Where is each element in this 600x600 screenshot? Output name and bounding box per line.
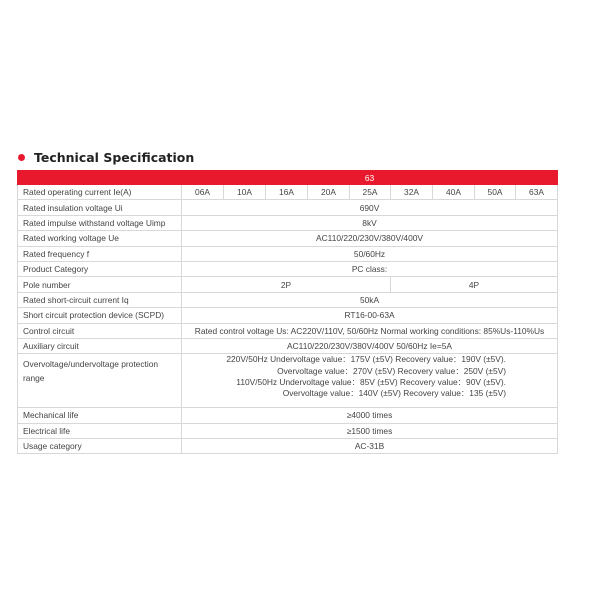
row-label: Rated frequency f xyxy=(18,246,182,261)
current-value: 10A xyxy=(224,185,266,200)
row-label: Product Category xyxy=(18,261,182,276)
table-row xyxy=(18,246,558,261)
row-label: Mechanical life xyxy=(18,408,182,423)
table-row xyxy=(18,423,558,438)
current-value: 50A xyxy=(475,185,516,200)
table-row xyxy=(18,277,558,292)
table-row xyxy=(18,354,558,408)
table-row xyxy=(18,439,558,454)
row-label: Pole number xyxy=(18,277,182,292)
header-value: 63 xyxy=(182,171,558,185)
spec-table xyxy=(17,170,558,454)
section-heading xyxy=(18,150,194,165)
overvoltage-line: Overvoltage value：270V (±5V) Recovery value：250V (±5V) xyxy=(277,365,507,376)
current-value: 25A xyxy=(350,185,391,200)
row-label: Rated working voltage Ue xyxy=(18,231,182,246)
table-row xyxy=(18,200,558,215)
overvoltage-line: 110V/50Hz Undervoltage value：85V (±5V) Recovery value：90V (±5V). xyxy=(236,376,507,387)
current-value: 63A xyxy=(516,185,558,200)
row-label: Rated insulation voltage Ui xyxy=(18,200,182,215)
row-label: Short circuit protection device (SCPD) xyxy=(18,308,182,323)
row-value: 690V xyxy=(182,200,558,215)
table-row xyxy=(18,261,558,276)
section-title: Technical Specification xyxy=(34,150,195,165)
table-row xyxy=(18,185,558,200)
pole-value: 4P xyxy=(391,277,558,292)
row-value: AC110/220/230V/380V/400V xyxy=(182,231,558,246)
row-label: Electrical life xyxy=(18,423,182,438)
row-value: ≥1500 times xyxy=(182,423,558,438)
row-value: RT16-00-63A xyxy=(182,308,558,323)
table-header-row xyxy=(18,171,558,185)
current-value: 40A xyxy=(433,185,475,200)
row-label: Rated operating current Ie(A) xyxy=(18,185,182,200)
overvoltage-values xyxy=(182,354,558,408)
current-value: 06A xyxy=(182,185,224,200)
table-row xyxy=(18,231,558,246)
table-row xyxy=(18,338,558,353)
red-bullet-icon xyxy=(18,154,25,161)
overvoltage-line: Overvoltage value：140V (±5V) Recovery value：135 (±5V) xyxy=(282,387,507,398)
row-value: AC110/220/230V/380V/400V 50/60Hz Ie=5A xyxy=(182,338,558,353)
row-value: ≥4000 times xyxy=(182,408,558,423)
pole-value: 2P xyxy=(182,277,391,292)
row-label: Control circuit xyxy=(18,323,182,338)
current-value: 16A xyxy=(266,185,308,200)
row-value: 50kA xyxy=(182,292,558,307)
table-row xyxy=(18,308,558,323)
row-value: Rated control voltage Us: AC220V/110V, 50/60Hz Normal working conditions: 85%Us-110%Us xyxy=(182,323,558,338)
table-row xyxy=(18,292,558,307)
row-label: Usage category xyxy=(18,439,182,454)
table-row xyxy=(18,408,558,423)
row-value: 8kV xyxy=(182,215,558,230)
row-label: Auxiliary circuit xyxy=(18,338,182,353)
current-value: 20A xyxy=(308,185,350,200)
table-row xyxy=(18,215,558,230)
row-label: Overvoltage/undervoltage protection range xyxy=(18,354,182,408)
row-value: PC class: xyxy=(182,261,558,276)
row-label: Rated short-circuit current Iq xyxy=(18,292,182,307)
table-row xyxy=(18,323,558,338)
row-label: Rated impulse withstand voltage Uimp xyxy=(18,215,182,230)
header-blank-cell xyxy=(18,171,182,185)
overvoltage-line: 220V/50Hz Undervoltage value：175V (±5V) Recovery value：190V (±5V). xyxy=(226,354,507,365)
row-value: 50/60Hz xyxy=(182,246,558,261)
row-value: AC-31B xyxy=(182,439,558,454)
current-value: 32A xyxy=(391,185,433,200)
